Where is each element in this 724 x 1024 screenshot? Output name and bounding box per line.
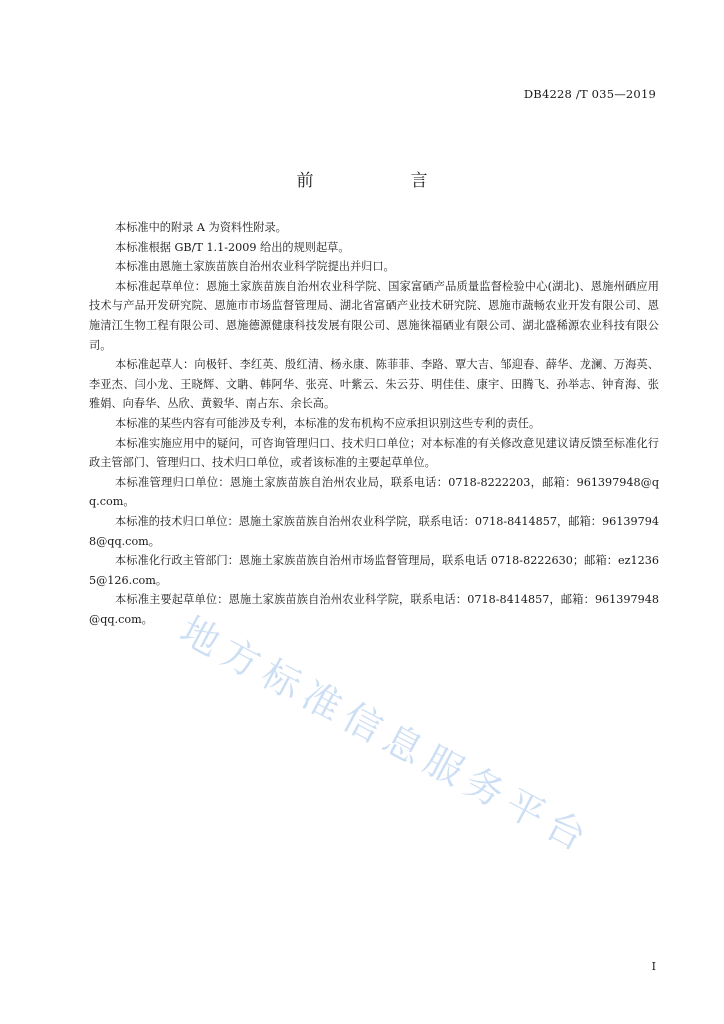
paragraph-management-unit: 本标准管理归口单位：恩施土家族苗族自治州农业局，联系电话：0718-8222203，邮箱：961397948@qq.com。 bbox=[89, 475, 659, 509]
paragraph-patent-notice: 本标准的某些内容有可能涉及专利，本标准的发布机构不应承担识别这些专利的责任。 bbox=[115, 416, 541, 430]
paragraph-proposer: 本标准由恩施土家族苗族自治州农业科学院提出并归口。 bbox=[115, 260, 395, 274]
paragraph-main-drafting-unit: 本标准主要起草单位：恩施土家族苗族自治州农业科学院，联系电话：0718-8414857，邮箱：961397948@qq.com。 bbox=[89, 593, 659, 626]
paragraph-technical-unit: 本标准的技术归口单位：恩施土家族苗族自治州农业科学院，联系电话：0718-8414857，邮箱：961397948@qq.com。 bbox=[89, 514, 659, 548]
document-code: DB4228 /T 035—2019 bbox=[523, 87, 656, 101]
paragraph-administrative-unit: 本标准化行政主管部门：恩施土家族苗族自治州市场监督管理局，联系电话 0718-8222630；邮箱：ez12365@126.com。 bbox=[89, 554, 659, 587]
paragraph-drafting-units: 本标准起草单位：恩施土家族苗族自治州农业科学院、国家富硒产品质量监督检验中心(湖北)、恩施州硒应用技术与产品开发研究院、恩施市市场监督管理局、湖北省富硒产业技术研究院、恩施市蔬畅农业开发有限公司、恩施清江生物工程有限公司、恩施德源健康科技发展有限公司、恩施徕福硒业有限公司、湖北盛稀源农业科技有限公司。 bbox=[89, 279, 659, 352]
paragraph-feedback: 本标准实施应用中的疑问，可咨询管理归口、技术归口单位；对本标准的有关修改意见建议请反馈至标准化行政主管部门、管理归口、技术归口单位，或者该标准的主要起草单位。 bbox=[89, 436, 659, 470]
page-number: I bbox=[651, 960, 656, 973]
foreword-body bbox=[89, 218, 659, 629]
page-title: 前 言 bbox=[296, 171, 468, 192]
paragraph-drafters: 本标准起草人：向极钎、李红英、殷红清、杨永康、陈菲菲、李路、覃大吉、邹迎春、薛华、龙澜、万海英、李亚杰、闫小龙、王晓辉、文聃、韩阿华、张亮、叶紫云、朱云芬、明佳佳、康宇、田腾飞、孙举志、钟育海、张雅娟、向春华、丛欣、黄毅华、南占东、余长高。 bbox=[89, 358, 659, 411]
paragraph-appendix: 本标准中的附录 A 为资料性附录。 bbox=[115, 221, 287, 234]
paragraph-drafting-rules: 本标准根据 GB/T 1.1-2009 给出的规则起草。 bbox=[115, 240, 350, 254]
watermark-text: 地方标准信息服务平台 bbox=[173, 607, 600, 863]
